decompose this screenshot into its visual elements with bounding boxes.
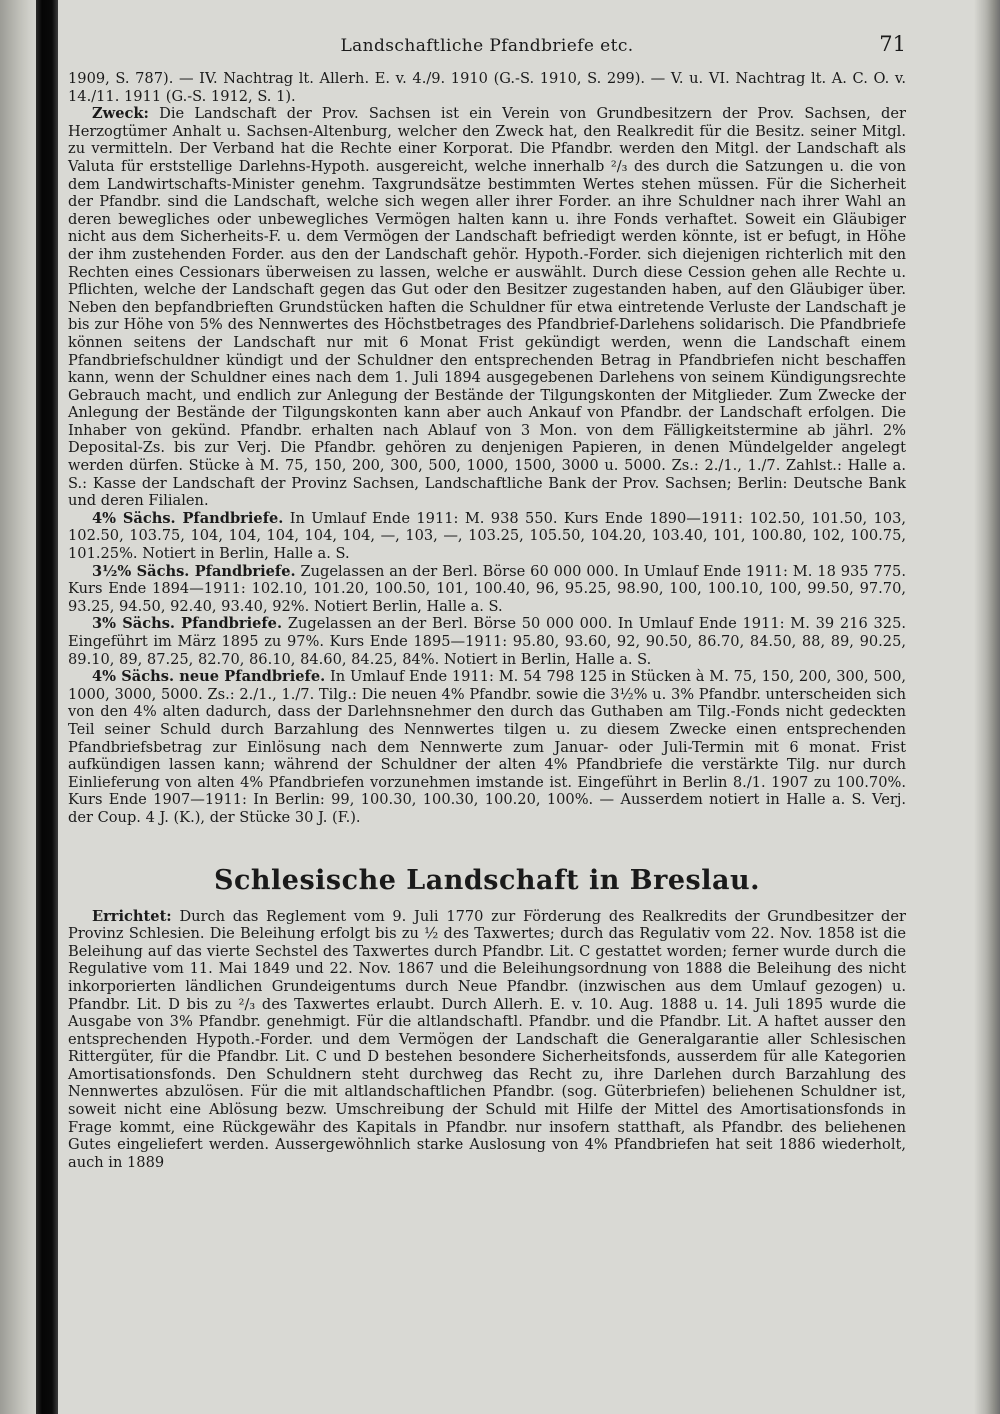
silesia-entry bbox=[68, 908, 906, 1172]
pfandbriefe-4-label: 4% Sächs. Pfandbriefe. bbox=[92, 509, 284, 527]
scan-edge-right bbox=[974, 0, 1000, 1414]
pfandbriefe-3-label: 3% Sächs. Pfandbriefe. bbox=[92, 615, 283, 633]
pfandbriefe-3-5-text: Zugelassen an der Berl. Börse 60 000 000. In Umlauf Ende 1911: M. 18 935 775. Kurs Ende 1894—1911: 102.10, 101.20, 100.50, 101, 100.40, 96, 95.25, 98.90, 100, 100.10, 100, 99.50, 97.70, 93.25, 94.50, 92.40, 93.40, 92%. Notiert Berlin, Halle a. S. bbox=[68, 562, 906, 615]
neue-pfandbriefe-paragraph bbox=[68, 668, 906, 826]
legal-history-text: 1909, S. 787). — IV. Nachtrag lt. Allerh. E. v. 4./9. 1910 (G.-S. 1910, S. 299). — V. u. VI. Nachtrag lt. A. C. O. v. 14./11. 1911 (G.-S. 1912, S. 1). bbox=[68, 70, 906, 105]
zweck-label: Zweck: bbox=[92, 105, 149, 123]
neue-pfandbriefe-label: 4% Sächs. neue Pfandbriefe. bbox=[92, 668, 326, 686]
saxony-entry bbox=[68, 70, 906, 827]
pfandbriefe-4-text: In Umlauf Ende 1911: M. 938 550. Kurs Ende 1890—1911: 102.50, 101.50, 103, 102.50, 103.75, 104, 104, 104, 104, 104, —, 103, —, 103.25, 105.50, 104.20, 103.40, 101, 100.80, 102, 100.75, 101.25%. Notiert in Berlin, Halle a. S. bbox=[68, 509, 907, 563]
pfandbriefe-3-paragraph bbox=[68, 615, 906, 668]
binding-shadow bbox=[36, 0, 58, 1414]
neue-pfandbriefe-text: In Umlauf Ende 1911: M. 54 798 125 in Stücken à M. 75, 150, 200, 300, 500, 1000, 3000, 5000. Zs.: 2./1., 1./7. Tilg.: Die neuen 4% Pfandbr. sowie die 3½% u. 3% Pfandbr. unterscheiden sich von den 4% alten dadurch, dass der Darlehnsnehmer den durch das Guthaben am Tilg.-Fonds nicht gedeckten Teil seiner Schuld durch Barzahlung des Nennwertes tilgen u. zu diesem Zwecke einen entsprechenden Pfandbriefsbetrag zur Einlösung nach dem Nennwerte zum Januar- oder Juli-Termin mit 6 monat. Frist aufkündigen lassen kann; während der Schuldner der alten 4% Pfandbriefe die verstärkte Tilg. nur durch Einlieferung von alten 4% Pfandbriefen vorzunehmen imstande ist. Eingeführt in Berlin 8./1. 1907 zu 100.70%. Kurs Ende 1907—1911: In Berlin: 99, 100.30, 100.30, 100.20, 100%. — Ausserdem notiert in Halle a. S. Verj. der Coup. 4 J. (K.), der Stücke 30 J. (F.). bbox=[68, 668, 906, 826]
pfandbriefe-3-5-label: 3½% Sächs. Pfandbriefe. bbox=[92, 562, 296, 580]
page-content bbox=[68, 26, 906, 1171]
zweck-text: Die Landschaft der Prov. Sachsen ist ein Verein von Grundbesitzern der Prov. Sachsen, der Herzogtümer Anhalt u. Sachsen-Altenburg, welcher den Zweck hat, den Realkredit für die Besitz. seiner Mitgl. zu vermitteln. Der Verband hat die Rechte einer Korporat. Die Pfandbr. werden den Mitgl. der Landschaft als Valuta für erststellige Darlehns-Hypoth. ausgereicht, welche innerhalb ²/₃ des durch die Satzungen u. die von dem Landwirtschafts-Minister genehm. Taxgrundsätze bestimmten Wertes stehen müssen. Für die Sicherheit der Pfandbr. sind die Landschaft, welche sich wegen aller ihrer Forder. an ihre Schuldner nach ihrer Wahl an deren bewegliches oder unbewegliches Vermögen halten kann u. ihre Fonds verhaftet. Soweit ein Gläubiger nicht aus dem Sicherheits-F. u. dem Vermögen der Landschaft befriedigt werden könnte, ist er befugt, in Höhe der ihm zustehenden Forder. aus den der Landschaft gehör. Hypoth.-Forder. sich diejenigen richterlich mit den Rechten eines Cessionars überweisen zu lassen, welche er auswählt. Durch diese Cession gehen alle Rechte u. Pflichten, welche der Landschaft gegen das Gut oder den Besitzer zugestanden haben, auf den Gläubiger über. Neben den bepfandbrieften Grundstücken haften die Schuldner für etwa eintretende Verluste der Landschaft je bis zur Höhe von 5% des Nennwertes des Höchstbetrages des Pfandbrief-Darlehens solidarisch. Die Pfandbriefe können seitens der Landschaft nur mit 6 Monat Frist gekündigt werden, wenn die Landschaft einem Pfandbriefschuldner kündigt und der Schuldner den entsprechenden Betrag in Pfandbriefen nicht beschaffen kann, wenn der Schuldner eines nach dem 1. Juli 1894 ausgegebenen Darlehens von seinem Kündigungsrechte Gebrauch macht, und endlich zur Anlegung der Bestände der Tilgungskonten der Mitglieder. Zum Zwecke der Anlegung der Bestände der Tilgungskonten kann aber auch Ankauf von Pfandbr. der Landschaft erfolgen. Die Inhaber von gekünd. Pfandbr. erhalten nach Ablauf von 3 Mon. von dem Fälligkeitstermine ab jährl. 2% Deposital-Zs. bis zur Verj. Die Pfandbr. gehören zu denjenigen Papieren, in denen Mündelgelder angelegt werden dürfen. Stücke à M. 75, 150, 200, 300, 500, 1000, 1500, 3000 u. 5000. Zs.: 2./1., 1./7. Zahlst.: Halle a. S.: Kasse der Landschaft der Provinz Sachsen, Landschaftliche Bank der Prov. Sachsen; Berlin: Deutsche Bank und deren Filialen. bbox=[68, 105, 906, 510]
pfandbriefe-3-text: Zugelassen an der Berl. Börse 50 000 000. In Umlauf Ende 1911: M. 39 216 325. Eingeführt im März 1895 zu 97%. Kurs Ende 1895—1911: 95.80, 93.60, 92, 90.50, 86.70, 84.50, 88, 89, 90.25, 89.10, 89, 87.25, 82.70, 86.10, 84.60, 84.25, 84%. Notiert in Berlin, Halle a. S. bbox=[68, 615, 907, 668]
pfandbriefe-4-paragraph bbox=[68, 510, 906, 563]
errichtet-label: Errichtet: bbox=[92, 907, 172, 925]
legal-history bbox=[68, 70, 906, 105]
page-number: 71 bbox=[879, 32, 906, 56]
errichtet-paragraph bbox=[68, 908, 906, 1172]
running-title: Landschaftliche Pfandbriefe etc. bbox=[340, 36, 634, 56]
running-header bbox=[68, 26, 906, 70]
pfandbriefe-3-5-paragraph bbox=[68, 563, 906, 616]
section-title: Schlesische Landschaft in Breslau. bbox=[213, 864, 761, 896]
errichtet-text: Durch das Reglement vom 9. Juli 1770 zur Förderung des Realkredits der Grundbesitzer der Provinz Schlesien. Die Beleihung erfolgt bis zu ½ des Taxwertes; durch das Regulativ vom 22. Nov. 1858 ist die Beleihung auf das vierte Sechstel des Taxwertes durch Pfandbr. Lit. C gestattet worden; ferner wurde durch die Regulative vom 11. Mai 1849 und 22. Nov. 1867 und die Beleihungsordnung von 1888 die Beleihung des nicht inkorporierten ländlichen Grundeigentums durch Neue Pfandbr. (inzwischen aus dem Umlauf gezogen) u. Pfandbr. Lit. D bis zu ²/₃ des Taxwertes erlaubt. Durch Allerh. E. v. 10. Aug. 1888 u. 14. Juli 1895 wurde die Ausgabe von 3% Pfandbr. genehmigt. Für die altlandschaftl. Pfandbr. und die Pfandbr. Lit. A haftet ausser den entsprechenden Hypoth.-Forder. und dem Vermögen der Landschaft die Generalgarantie aller Schlesischen Rittergüter, für die Pfandbr. Lit. C und D bestehen besondere Sicherheitsfonds, ausserdem für alle Kategorien Amortisationsfonds. Den Schuldnern steht durchweg das Recht zu, ihre Darlehen durch Barzahlung des Nennwertes abzulösen. Für die mit altlandschaftlichen Pfandbr. (sog. Güterbriefen) beliehenen Schuldner ist, soweit nicht eine Ablösung bezw. Umschreibung der Schuld mit Hilfe der Mittel des Amortisationsfonds in Frage kommt, eine Rückgewähr des Kapitals in Pfandbr. nur insofern statthaft, als Pfandbr. des beliehenen Gutes eingeliefert werden. Aussergewöhnlich starke Auslosung von 4% Pfandbriefen hat seit 1886 wiederholt, auch in 1889 bbox=[68, 907, 907, 1171]
zweck-paragraph bbox=[68, 105, 906, 510]
